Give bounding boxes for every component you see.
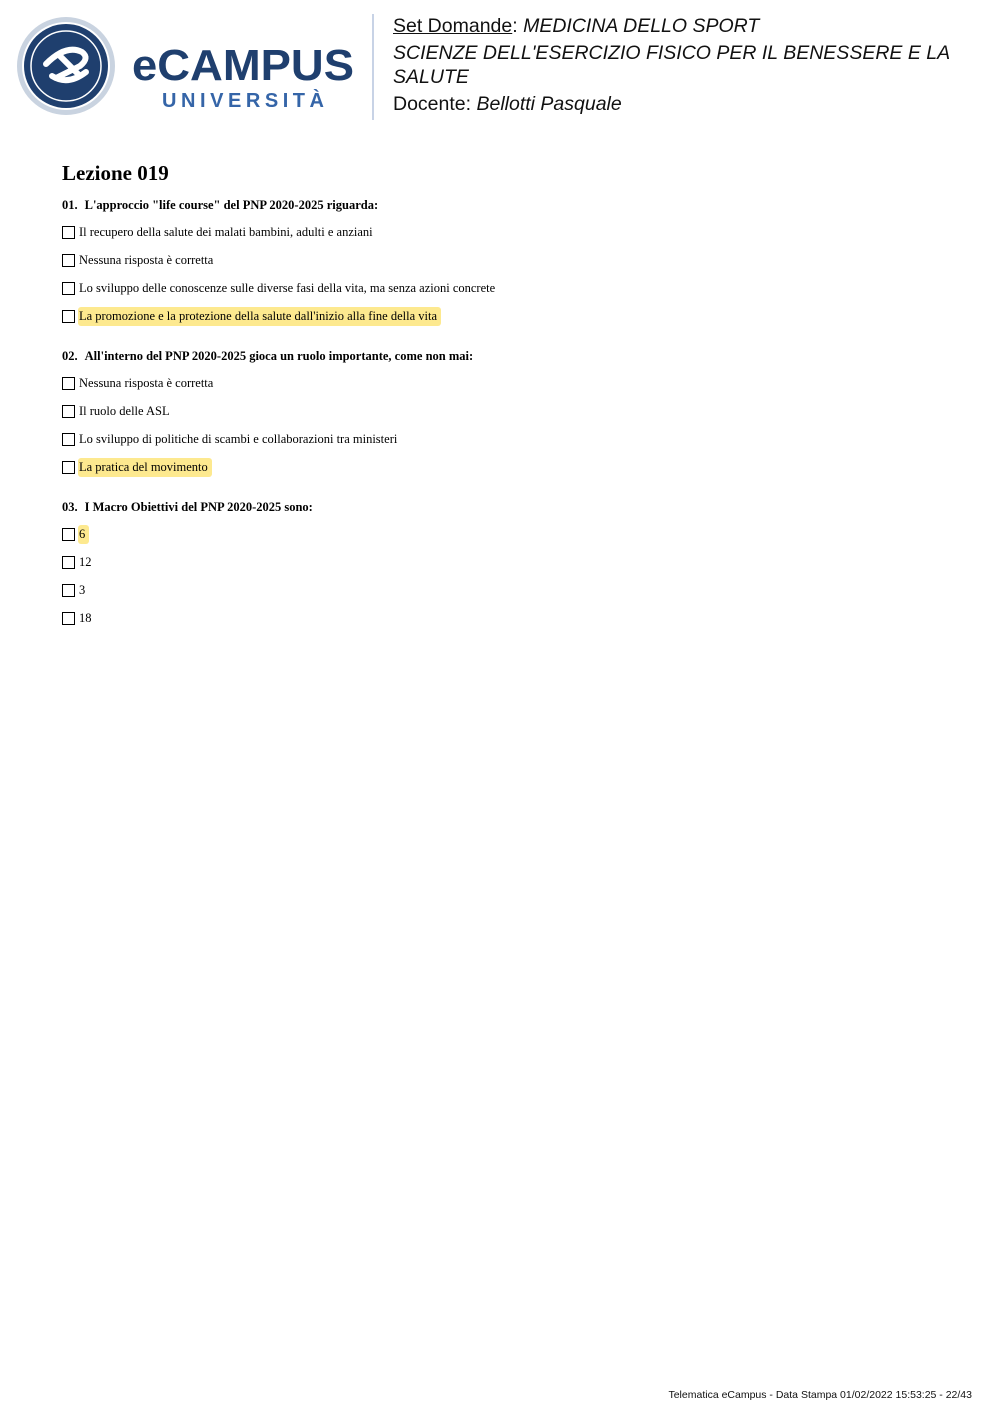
- question-number: 02.: [62, 349, 78, 363]
- option-text: 3: [79, 582, 86, 597]
- checkbox[interactable]: [62, 461, 75, 474]
- option-text: Lo sviluppo delle conoscenze sulle diverse fasi della vita, ma senza azioni concrete: [79, 280, 496, 295]
- checkbox[interactable]: [62, 226, 75, 239]
- question-number: 01.: [62, 198, 78, 212]
- docente-value: Bellotti Pasquale: [476, 93, 622, 115]
- checkbox[interactable]: [62, 584, 75, 597]
- answer-option[interactable]: [62, 403, 173, 419]
- checkbox[interactable]: [62, 310, 75, 323]
- set-label: Set Domande: [393, 15, 513, 37]
- lesson-title: Lezione 019: [62, 161, 169, 185]
- question-01: [62, 198, 378, 213]
- course-name-line1: SCIENZE DELL'ESERCIZIO FISICO PER IL BENESSERE E LA: [393, 42, 951, 64]
- answer-option[interactable]: [62, 280, 498, 296]
- question-number: 03.: [62, 500, 78, 514]
- checkbox[interactable]: [62, 556, 75, 569]
- answer-option[interactable]: [62, 610, 95, 626]
- question-text: I Macro Obiettivi del PNP 2020-2025 sono:: [84, 500, 313, 514]
- option-text: Lo sviluppo di politiche di scambi e collaborazioni tra ministeri: [79, 431, 398, 446]
- wordmark-subtitle: UNIVERSITÀ: [162, 90, 324, 112]
- option-text: Nessuna risposta è corretta: [79, 375, 214, 390]
- answer-option-correct[interactable]: [62, 526, 89, 542]
- option-text: 18: [79, 610, 92, 625]
- header-divider: [372, 14, 374, 120]
- checkbox[interactable]: [62, 433, 75, 446]
- question-03: [62, 500, 313, 515]
- page-footer: Telematica eCampus - Data Stampa 01/02/2022 15:53:25 - 22/43: [668, 1389, 972, 1401]
- set-separator: :: [512, 15, 524, 37]
- option-text: 12: [79, 554, 92, 569]
- question-text: L'approccio "life course" del PNP 2020-2025 riguarda:: [84, 198, 379, 212]
- question-02: [62, 349, 473, 364]
- answer-option[interactable]: [62, 431, 400, 447]
- answer-option[interactable]: [62, 224, 376, 240]
- wordmark-text: eCAMPUS: [132, 41, 354, 90]
- docente-label: Docente:: [393, 93, 477, 115]
- answer-option[interactable]: [62, 554, 95, 570]
- set-value: MEDICINA DELLO SPORT: [523, 15, 760, 37]
- checkbox[interactable]: [62, 612, 75, 625]
- option-text: Il recupero della salute dei malati bambini, adulti e anziani: [79, 224, 373, 239]
- answer-option[interactable]: [62, 252, 216, 268]
- ecampus-emblem-logo: [16, 16, 116, 116]
- checkbox[interactable]: [62, 282, 75, 295]
- ecampus-wordmark-logo: [132, 40, 358, 114]
- option-text-highlighted: 6: [78, 525, 89, 544]
- checkbox[interactable]: [62, 254, 75, 267]
- checkbox[interactable]: [62, 377, 75, 390]
- checkbox[interactable]: [62, 405, 75, 418]
- docente-line: [393, 92, 973, 116]
- answer-option[interactable]: [62, 582, 88, 598]
- option-text: Il ruolo delle ASL: [79, 403, 170, 418]
- option-text-highlighted: La promozione e la protezione della salute dall'inizio alla fine della vita: [78, 307, 441, 326]
- course-name-line2: SALUTE: [393, 66, 469, 88]
- answer-option-correct[interactable]: [62, 308, 441, 324]
- question-text: All'interno del PNP 2020-2025 gioca un ruolo importante, come non mai:: [84, 349, 474, 363]
- document-header: [393, 14, 973, 116]
- option-text-highlighted: La pratica del movimento: [78, 458, 212, 477]
- option-text: Nessuna risposta è corretta: [79, 252, 214, 267]
- set-line: [393, 14, 973, 38]
- answer-option-correct[interactable]: [62, 459, 212, 475]
- answer-option[interactable]: [62, 375, 216, 391]
- checkbox[interactable]: [62, 528, 75, 541]
